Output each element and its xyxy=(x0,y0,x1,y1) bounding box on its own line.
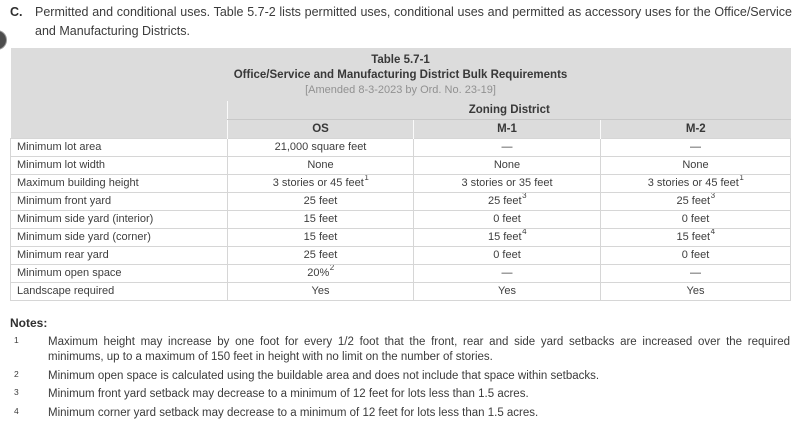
cell: — xyxy=(414,138,601,156)
row-label: Minimum lot width xyxy=(11,156,228,174)
cell: 25 feet$^3$ xyxy=(414,192,601,210)
corner-cell xyxy=(11,101,228,119)
note-item xyxy=(10,335,790,365)
note-item xyxy=(10,387,790,402)
footnote-marker: 4 xyxy=(710,228,716,236)
notes-section xyxy=(10,316,790,424)
row-label: Minimum front yard xyxy=(11,192,228,210)
table-row xyxy=(11,246,791,264)
cell: Yes xyxy=(414,282,601,300)
footnote-marker: 3 xyxy=(522,192,527,200)
table-row xyxy=(11,156,791,174)
row-label: Minimum open space xyxy=(11,264,228,282)
table-body xyxy=(11,138,791,300)
note-text: Maximum height may increase by one foot for every 1/2 foot that the front, rear and side yard setbacks are increased over the required minimums, up to a maximum of 150 feet in height with no limit on the number of stories. xyxy=(48,336,790,363)
note-text: Minimum open space is calculated using the buildable area and does not include that space within setbacks. xyxy=(48,369,600,382)
bulk-requirements-table xyxy=(10,48,791,301)
cell: 0 feet xyxy=(414,246,601,264)
col-header-os: OS xyxy=(228,119,414,138)
edge-circle-button[interactable] xyxy=(0,31,6,49)
table-row xyxy=(11,174,791,192)
note-item xyxy=(10,406,790,421)
row-label: Minimum rear yard xyxy=(11,246,228,264)
cell: 15 feet xyxy=(228,228,414,246)
column-header-row xyxy=(11,119,791,138)
cell: 3 stories or 35 feet xyxy=(414,174,601,192)
table-subtitle: Office/Service and Manufacturing District Bulk Requirements xyxy=(233,69,568,81)
col-header-m2: M-2 xyxy=(601,119,791,138)
cell: None xyxy=(414,156,601,174)
cell: 3 stories or 45 feet$^1$ xyxy=(601,174,791,192)
group-header: Zoning District xyxy=(228,101,791,119)
section-label: C. xyxy=(10,5,23,19)
table-row xyxy=(11,282,791,300)
table-title-row xyxy=(11,48,791,101)
cell: — xyxy=(601,264,791,282)
cell: 15 feet$^4$ xyxy=(601,228,791,246)
cell: 15 feet$^4$ xyxy=(414,228,601,246)
table-amendment: [Amended 8-3-2023 by Ord. No. 23-19] xyxy=(305,84,496,96)
note-text: Minimum front yard setback may decrease to a minimum of 12 feet for lots less than 1.5 acres. xyxy=(48,388,529,400)
row-label: Maximum building height xyxy=(11,174,228,192)
cell: 25 feet xyxy=(228,192,414,210)
footnote-marker: 1 xyxy=(739,174,744,182)
cell: 25 feet xyxy=(228,246,414,264)
table-row xyxy=(11,192,791,210)
section-c xyxy=(10,3,792,41)
table-row xyxy=(11,210,791,228)
cell: 20%$^2$ xyxy=(228,264,414,282)
cell: — xyxy=(414,264,601,282)
cell: — xyxy=(601,138,791,156)
cell: 0 feet xyxy=(601,210,791,228)
note-number: 2 xyxy=(14,368,19,379)
cell: 21,000 square feet xyxy=(228,138,414,156)
row-label: Landscape required xyxy=(11,282,228,300)
footnote-marker: 2 xyxy=(329,264,335,272)
note-item xyxy=(10,369,790,384)
footnote-marker: 4 xyxy=(522,228,527,236)
table-title: Table 5.7-1 xyxy=(371,54,430,66)
table-title-block xyxy=(11,48,791,101)
cell: 0 feet xyxy=(414,210,601,228)
cell: 15 feet xyxy=(228,210,414,228)
row-label: Minimum side yard (interior) xyxy=(11,210,228,228)
section-text: Permitted and conditional uses. Table 5.7-2 lists permitted uses, conditional uses and permitted as accessory uses for the Office/Service and Manufacturing Districts. xyxy=(35,5,792,38)
corner-cell xyxy=(11,119,228,138)
row-label: Minimum lot area xyxy=(11,138,228,156)
table-row xyxy=(11,138,791,156)
cell: None xyxy=(601,156,791,174)
cell: 0 feet xyxy=(601,246,791,264)
cell: Yes xyxy=(228,282,414,300)
table-row xyxy=(11,228,791,246)
cell: Yes xyxy=(601,282,791,300)
note-number: 1 xyxy=(14,335,19,345)
footnote-marker: 1 xyxy=(364,174,369,182)
group-header-row xyxy=(11,101,791,119)
cell: 3 stories or 45 feet$^1$ xyxy=(228,174,414,192)
note-number: 3 xyxy=(14,387,19,397)
footnote-marker: 3 xyxy=(710,192,716,200)
notes-heading: Notes: xyxy=(10,316,48,330)
col-header-m1: M-1 xyxy=(414,119,601,138)
cell: 25 feet$^3$ xyxy=(601,192,791,210)
note-text: Minimum corner yard setback may decrease to a minimum of 12 feet for lots less than 1.5 acres. xyxy=(48,406,539,419)
row-label: Minimum side yard (corner) xyxy=(11,228,228,246)
cell: None xyxy=(228,156,414,174)
table-row xyxy=(11,264,791,282)
note-number: 4 xyxy=(14,405,19,416)
notes-list xyxy=(10,335,790,421)
